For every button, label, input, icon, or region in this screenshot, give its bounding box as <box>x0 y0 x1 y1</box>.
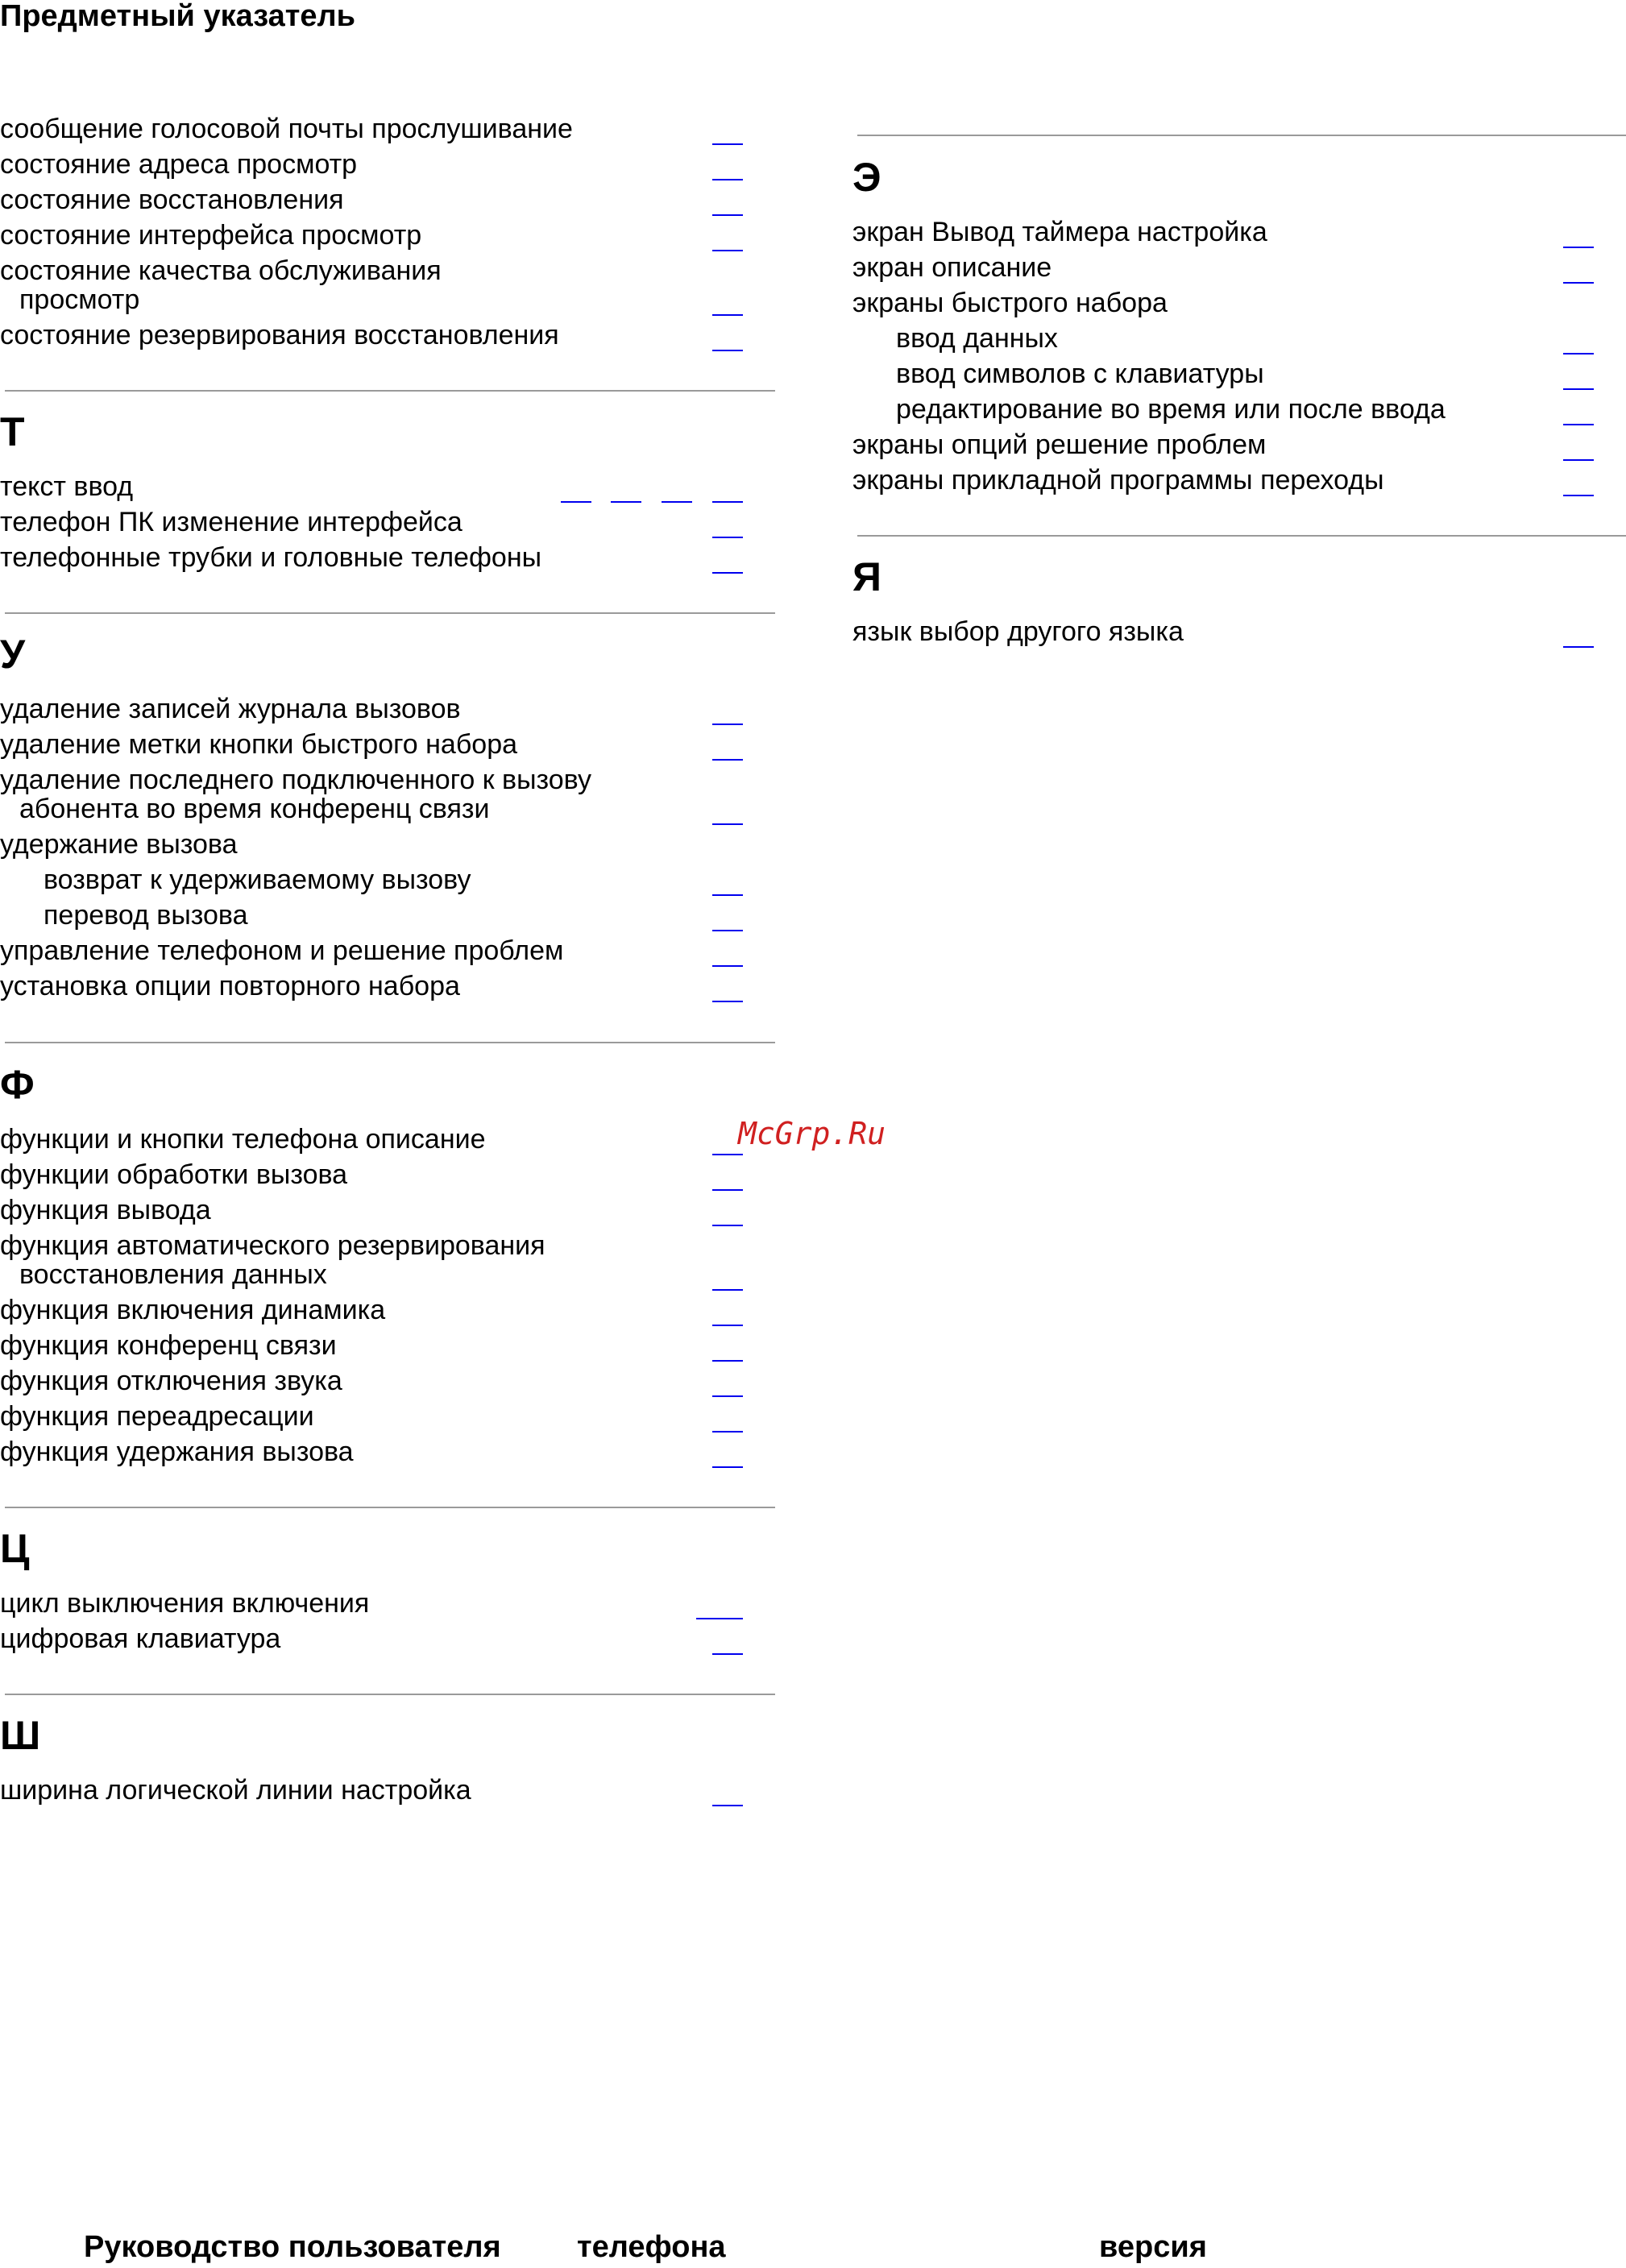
page-link[interactable] <box>1563 424 1594 425</box>
index-entry: удержание вызова <box>0 829 238 860</box>
section-letter: Я <box>852 554 881 599</box>
index-column-right <box>846 0 1626 2268</box>
index-entry: состояние качества обслуживания <box>0 255 442 286</box>
section-letter: Т <box>0 409 25 454</box>
index-entry: функция удержания вызова <box>0 1437 354 1467</box>
index-subentry: редактирование во время или после ввода <box>896 394 1446 425</box>
index-entry: сообщение голосовой почты прослушивание <box>0 114 573 144</box>
footer-guide-title: Руководство пользователя <box>84 2230 501 2264</box>
section-letter: У <box>0 632 26 677</box>
index-entry: экраны опций решение проблем <box>852 429 1267 460</box>
index-subentry: восстановления данных <box>19 1259 327 1290</box>
page-link[interactable] <box>712 894 743 896</box>
section-letter: Э <box>852 155 881 200</box>
index-entry: функция включения динамика <box>0 1295 386 1325</box>
index-column-left <box>0 0 782 2268</box>
section-divider <box>5 390 775 392</box>
page-link[interactable] <box>712 314 743 316</box>
page-link[interactable] <box>712 1466 743 1468</box>
index-subentry: абонента во время конференц связи <box>19 794 490 824</box>
page-link[interactable] <box>662 501 692 503</box>
index-subentry: просмотр <box>19 284 140 315</box>
page-link[interactable] <box>712 501 743 503</box>
page-link[interactable] <box>712 214 743 216</box>
index-entry: удаление последнего подключенного к вызову <box>0 765 591 795</box>
index-entry: функции обработки вызова <box>0 1159 348 1190</box>
page-link[interactable] <box>712 1653 743 1655</box>
index-entry: экран Вывод таймера настройка <box>852 217 1267 247</box>
index-entry: телефонные трубки и головные телефоны <box>0 542 542 573</box>
index-entry: удаление метки кнопки быстрого набора <box>0 729 518 760</box>
page-link[interactable] <box>611 501 641 503</box>
page-title: Предметный указатель <box>0 0 355 33</box>
watermark-text: McGrp.Ru <box>738 1116 886 1151</box>
section-letter: Ц <box>0 1526 30 1571</box>
index-entry: экраны прикладной программы переходы <box>852 465 1384 495</box>
page-link[interactable] <box>712 930 743 931</box>
index-entry: состояние интерфейса просмотр <box>0 220 422 251</box>
page-link[interactable] <box>712 759 743 761</box>
page-link[interactable] <box>712 823 743 825</box>
page-link[interactable] <box>712 1395 743 1397</box>
page-link[interactable] <box>1563 282 1594 284</box>
index-subentry: ввод данных <box>896 323 1058 354</box>
page-link[interactable] <box>712 1289 743 1291</box>
page-link[interactable] <box>1563 459 1594 461</box>
page-link[interactable] <box>712 179 743 180</box>
index-subentry: перевод вызова <box>44 900 248 931</box>
index-entry: телефон ПК изменение интерфейса <box>0 507 462 537</box>
page-link[interactable] <box>712 1189 743 1191</box>
index-entry: управление телефоном и решение проблем <box>0 935 564 966</box>
page-link[interactable] <box>1563 353 1594 355</box>
page-link[interactable] <box>1563 646 1594 648</box>
page-link[interactable] <box>712 537 743 538</box>
index-entry: функция отключения звука <box>0 1366 342 1396</box>
section-divider <box>857 135 1626 136</box>
page-link[interactable] <box>712 572 743 574</box>
page-link[interactable] <box>712 1325 743 1326</box>
page-link[interactable] <box>1563 495 1594 496</box>
index-entry: функция конференц связи <box>0 1330 337 1361</box>
index-entry: функции и кнопки телефона описание <box>0 1124 486 1155</box>
section-letter: Ф <box>0 1062 35 1107</box>
page-link[interactable] <box>712 143 743 145</box>
index-entry: установка опции повторного набора <box>0 971 460 1001</box>
page-link[interactable] <box>696 1618 743 1619</box>
page-link[interactable] <box>712 1001 743 1002</box>
index-entry: цикл выключения включения <box>0 1588 370 1619</box>
index-entry: текст ввод <box>0 471 134 502</box>
index-subentry: ввод символов с клавиатуры <box>896 359 1264 389</box>
page-link[interactable] <box>712 724 743 725</box>
index-entry: цифровая клавиатура <box>0 1623 281 1654</box>
footer-phone-label: телефона <box>577 2230 726 2264</box>
footer-version-label: версия <box>1099 2230 1207 2264</box>
index-entry: экраны быстрого набора <box>852 288 1168 318</box>
page-link[interactable] <box>712 1360 743 1362</box>
page-link[interactable] <box>712 1225 743 1226</box>
page-link[interactable] <box>712 350 743 351</box>
section-divider <box>5 1507 775 1508</box>
index-entry: состояние адреса просмотр <box>0 149 358 180</box>
section-divider <box>5 1694 775 1695</box>
index-entry: язык выбор другого языка <box>852 616 1184 647</box>
index-subentry: возврат к удерживаемому вызову <box>44 864 471 895</box>
index-entry: экран описание <box>852 252 1052 283</box>
index-entry: состояние резервирования восстановления <box>0 320 559 350</box>
section-divider <box>5 1042 775 1043</box>
page-link[interactable] <box>712 1154 743 1155</box>
index-entry: ширина логической линии настройка <box>0 1775 471 1806</box>
index-entry: функция автоматического резервирования <box>0 1230 545 1261</box>
index-entry: функция переадресации <box>0 1401 314 1432</box>
index-entry: состояние восстановления <box>0 185 344 215</box>
section-divider <box>5 612 775 614</box>
index-entry: функция вывода <box>0 1195 211 1225</box>
page-link[interactable] <box>712 250 743 251</box>
page-link[interactable] <box>712 1431 743 1433</box>
section-divider <box>857 535 1626 537</box>
page-link[interactable] <box>712 965 743 967</box>
page-link[interactable] <box>1563 247 1594 248</box>
page-link[interactable] <box>712 1805 743 1806</box>
page-link[interactable] <box>1563 388 1594 390</box>
section-letter: Ш <box>0 1713 41 1758</box>
page-link[interactable] <box>561 501 591 503</box>
index-entry: удаление записей журнала вызовов <box>0 694 461 724</box>
